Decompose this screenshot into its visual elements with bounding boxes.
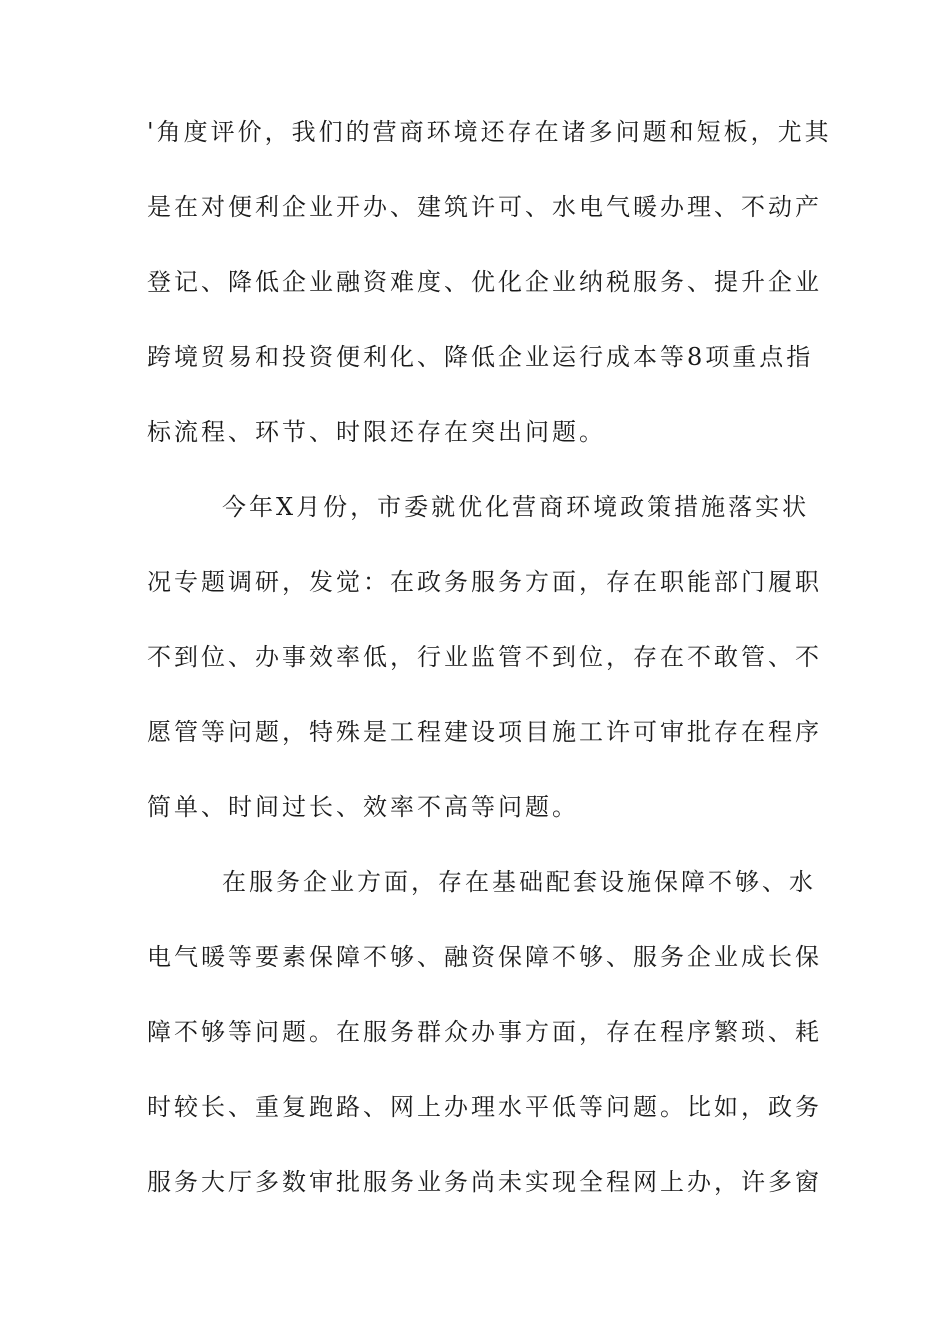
paragraph-3-first-line: 在服务企业方面，存在基础配套设施保障不够、水 xyxy=(222,868,816,896)
text-line-7: 况专题调研，发觉：在政务服务方面，存在职能部门履职 xyxy=(147,568,822,596)
document-body xyxy=(147,104,832,1229)
text-line-12: 电气暖等要素保障不够、融资保障不够、服务企业成长保 xyxy=(147,943,822,971)
paragraph-2-first-line: 今年X月份，市委就优化营商环境政策措施落实状 xyxy=(222,493,810,521)
text-line-4: 跨境贸易和投资便利化、降低企业运行成本等8项重点指 xyxy=(147,343,814,371)
text-line-5: 标流程、环节、时限还存在突出问题。 xyxy=(147,418,606,446)
text-line-8: 不到位、办事效率低，行业监管不到位，存在不敢管、不 xyxy=(147,643,822,671)
text-line-9: 愿管等问题，特殊是工程建设项目施工许可审批存在程序 xyxy=(147,718,822,746)
text-line-10: 简单、时间过长、效率不高等问题。 xyxy=(147,793,579,821)
text-line-1: '角度评价，我们的营商环境还存在诸多问题和短板，尤其 xyxy=(147,118,832,146)
text-line-13: 障不够等问题。在服务群众办事方面，存在程序繁琐、耗 xyxy=(147,1018,822,1046)
text-line-14: 时较长、重复跑路、网上办理水平低等问题。比如，政务 xyxy=(147,1093,822,1121)
text-line-3: 登记、降低企业融资难度、优化企业纳税服务、提升企业 xyxy=(147,268,822,296)
text-line-15: 服务大厅多数审批服务业务尚未实现全程网上办，许多窗 xyxy=(147,1168,822,1196)
text-line-2: 是在对便利企业开办、建筑许可、水电气暖办理、不动产 xyxy=(147,193,822,221)
